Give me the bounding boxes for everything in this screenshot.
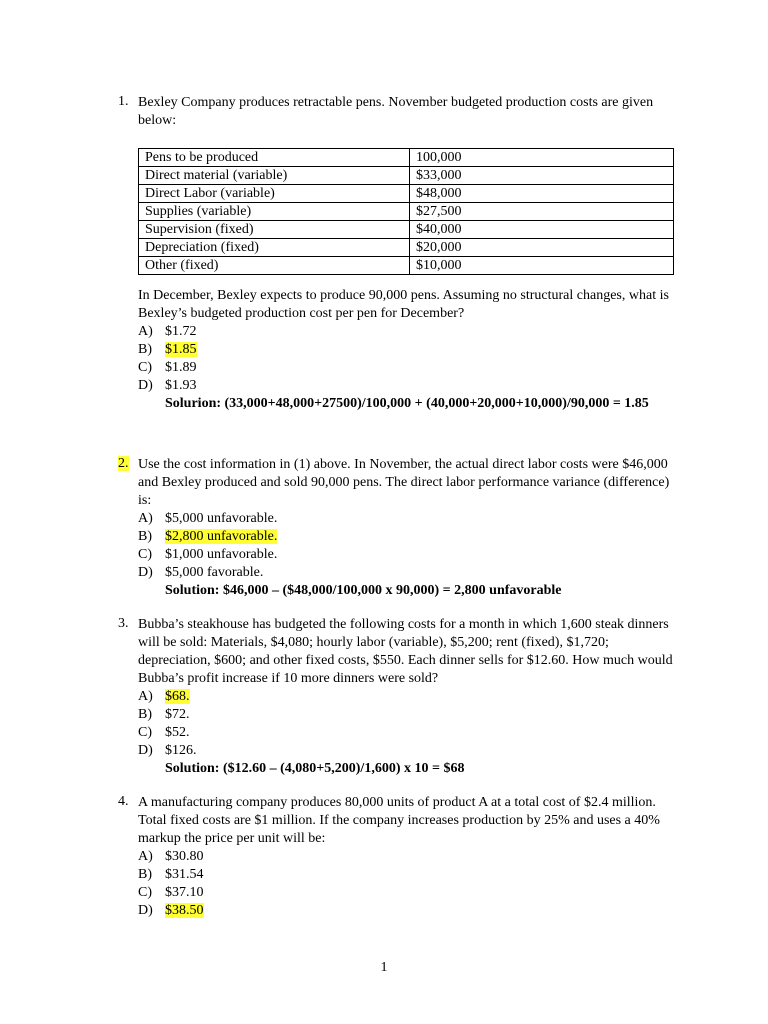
question-followup: In December, Bexley expects to produce 90,000 pens. Assuming no structural changes, what is Bexley’s budgeted production cost per pen for December? — [138, 288, 669, 321]
table-cell: 100,000 — [410, 149, 674, 167]
table-row — [139, 221, 674, 239]
table-cell: $48,000 — [410, 185, 674, 203]
table-row — [139, 203, 674, 221]
table-cell: $20,000 — [410, 239, 674, 257]
option-c: C) $1.89 — [138, 360, 197, 375]
option-b: B) $2,800 unfavorable. — [138, 529, 278, 544]
table-cell: Pens to be produced — [139, 149, 410, 167]
table-row — [139, 167, 674, 185]
table-row — [139, 239, 674, 257]
cost-table — [138, 148, 674, 275]
option-d: D) $1.93 — [138, 378, 197, 393]
option-a: A) $30.80 — [138, 849, 204, 864]
question-2 — [118, 456, 678, 600]
table-cell: $33,000 — [410, 167, 674, 185]
question-number: 1. — [118, 94, 129, 109]
question-text: Use the cost information in (1) above. In November, the actual direct labor costs were $46,000 and Bexley produced and sold 90,000 pens. The direct labor performance variance (difference) is: — [138, 457, 670, 508]
question-number: 3. — [118, 616, 129, 631]
option-b: B) $31.54 — [138, 867, 204, 882]
table-cell: Supervision (fixed) — [139, 221, 410, 239]
page-number: 1 — [380, 960, 388, 975]
question-4 — [118, 794, 678, 920]
option-c: C) $1,000 unfavorable. — [138, 547, 278, 562]
question-text: A manufacturing company produces 80,000 units of product A at a total cost of $2.4 million. Total fixed costs are $1 million. If the company increases production by 25% and uses a 40% markup the price per unit will be: — [138, 795, 660, 846]
table-cell: Direct Labor (variable) — [139, 185, 410, 203]
table-row — [139, 257, 674, 275]
highlighted-answer: $2,800 unfavorable. — [165, 529, 278, 544]
option-d: D) $5,000 favorable. — [138, 565, 264, 580]
table-row — [139, 149, 674, 167]
table-cell: $27,500 — [410, 203, 674, 221]
question-text: Bexley Company produces retractable pens. November budgeted production costs are given below: — [138, 95, 654, 128]
table-cell: Depreciation (fixed) — [139, 239, 410, 257]
table-cell: $10,000 — [410, 257, 674, 275]
table-row — [139, 185, 674, 203]
question-number: 4. — [118, 794, 129, 809]
option-d: D) $126. — [138, 743, 197, 758]
option-b: B) $1.85 — [138, 342, 197, 357]
solution: Solurion: (33,000+48,000+27500)/100,000 + (40,000+20,000+10,000)/90,000 = 1.85 — [165, 396, 649, 411]
table-cell: Other (fixed) — [139, 257, 410, 275]
option-b: B) $72. — [138, 707, 190, 722]
question-number: 2. — [118, 456, 129, 471]
solution: Solution: ($12.60 – (4,080+5,200)/1,600) x 10 = $68 — [165, 761, 465, 776]
option-a: A) $68. — [138, 689, 190, 704]
table-cell: $40,000 — [410, 221, 674, 239]
highlighted-answer: $38.50 — [165, 903, 204, 918]
question-text: Bubba’s steakhouse has budgeted the following costs for a month in which 1,600 steak dinners will be sold: Materials, $4,080; hourly labor (variable), $5,200; rent (fixed), $1,720; depreciation, $600; and other fixed costs, $550. Each dinner sells for $12.60. How much would Bubba’s profit increase if 10 more dinners were sold? — [138, 617, 673, 686]
question-1 — [118, 94, 678, 413]
option-c: C) $37.10 — [138, 885, 204, 900]
highlighted-answer: $1.85 — [165, 342, 197, 357]
option-c: C) $52. — [138, 725, 190, 740]
option-a: A) $5,000 unfavorable. — [138, 511, 278, 526]
table-cell: Direct material (variable) — [139, 167, 410, 185]
option-d: D) $38.50 — [138, 903, 204, 918]
question-3 — [118, 616, 678, 778]
option-a: A) $1.72 — [138, 324, 197, 339]
table-cell: Supplies (variable) — [139, 203, 410, 221]
highlighted-answer: $68. — [165, 689, 190, 704]
solution: Solution: $46,000 – ($48,000/100,000 x 90,000) = 2,800 unfavorable — [165, 583, 562, 598]
